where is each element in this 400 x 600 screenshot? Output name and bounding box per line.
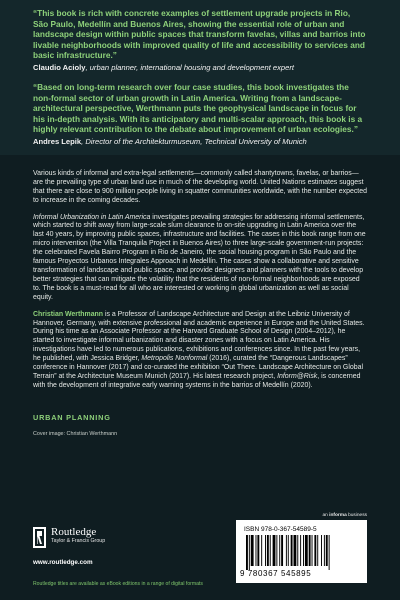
routledge-logo-icon (33, 527, 46, 548)
barcode-number: 9 780367 545895 (240, 569, 312, 578)
cover-credit: Cover image: Christian Werthmann (33, 430, 118, 437)
barcode-bar (294, 535, 297, 566)
author-bio-text: is a Professor of Landscape Architecture and Design at the Leibniz University of Hannover, Germany, with extensive professional and academic experience in Europe and the United States. During his time as an Associate Professor at the Harvard Graduate School of Design (2004–2012), he started to investigate informal urbanization and disaster zones with a focus on Latin America. His investigations have led to numerous publications, exhibitions and conferences since. In the past few years, he published, with Jessica Bridger, (33, 310, 365, 363)
barcode-bar (288, 535, 289, 566)
barcode-bar (312, 535, 313, 566)
publisher-logo (33, 526, 105, 548)
barcode-bar (309, 535, 311, 566)
author-bio-text: , is concerned with the development of integrative early warning systems in the barrios of Medellín (2020). (33, 372, 361, 389)
book-title-inline: Informal Urbanization in Latin America (33, 213, 151, 221)
barcode-bar (276, 535, 277, 566)
business-prefix: an (322, 513, 330, 518)
barcode-bar (246, 535, 248, 570)
barcode-bar (249, 535, 250, 570)
blurb-paragraph-1: Various kinds of informal and extra-legal settlements—commonly called shantytowns, favelas, or barrios—are the prevailing type of urban land use in much of the developing world. United Nations estimates suggest that there are close to 900 million people living in squatter communities worldwide, with the number expected to increase in the coming decades. (33, 169, 367, 204)
barcode-bar (300, 535, 301, 566)
publisher-website: www.routledge.com (33, 559, 93, 566)
barcode-bar (324, 535, 325, 566)
endorsement-attribution-2 (33, 137, 367, 147)
barcode-bar (286, 535, 287, 566)
informa-brand: informa (329, 513, 347, 518)
barcode-bar (314, 535, 316, 566)
barcode-bar (297, 535, 298, 566)
endorser-role: , urban planner, international housing and development expert (85, 62, 295, 72)
blurb (33, 170, 367, 391)
project-title: Inform@Risk (277, 372, 318, 380)
barcode-bar (256, 535, 257, 566)
barcode-bar (267, 535, 269, 566)
barcode (244, 535, 360, 570)
author-name: Christian Werthmann (33, 310, 104, 318)
barcode-bar (305, 535, 308, 566)
endorser-role: , Director of the Architekturmuseum, Technical University of Munich (81, 136, 307, 146)
barcode-bar (291, 535, 293, 566)
publisher-name: Routledge (51, 526, 97, 538)
barcode-bar (265, 535, 266, 566)
author-bio (33, 311, 367, 391)
publisher-group: Taylor & Francis Group (51, 538, 106, 544)
barcode-bar (281, 535, 283, 566)
barcode-bar (317, 535, 318, 566)
barcode-bar (321, 535, 322, 566)
isbn-label: ISBN 978-0-367-54589-5 (244, 526, 317, 533)
endorser-name: Andres Lepik (33, 136, 82, 146)
barcode-bar (251, 535, 254, 566)
endorsement-quote-1: “This book is rich with concrete examples of settlement upgrade projects in Rio, São Paulo, Medellín and Buenos Aires, showing the essential role of urban and landscape design within public spaces that transform favelas, villas and barrios into livable neighborhoods with improved quality of life and accessibility to services and basic infrastructure.” (33, 8, 366, 61)
endorsement-attribution-1 (33, 63, 367, 73)
endorsements-panel (0, 0, 400, 155)
barcode-bar (329, 535, 330, 570)
isbn-barcode-box (236, 520, 367, 583)
endorser-name: Claudio Acioly (33, 62, 86, 72)
ebook-note: Routledge titles are available as eBook editions in a range of digital formats (33, 581, 203, 587)
footer (33, 513, 367, 592)
informa-business-tag (322, 513, 367, 518)
barcode-bar (326, 535, 328, 566)
business-suffix: business (346, 513, 367, 518)
barcode-bar (257, 535, 259, 566)
barcode-bar (303, 535, 304, 566)
subject-category: URBAN PLANNING (33, 412, 111, 422)
barcode-bar (279, 535, 280, 566)
endorsement-quote-2: “Based on long-term research over four case studies, this book investigates the non-formal sector of urban growth in Latin America. Writing from a landscape-architectural perspective, Werthmann puts the geophysical landscape in focus for his in-depth analysis. With its anticipatory and multi-scalar approach, this book is a highly relevant contribution to the debate about improvement of urban ecologies.” (33, 81, 363, 135)
author-bio-text: (2016), curated the “Dangerous Landscapes” conference in Hannover (2017) and co-curated the exhibition “Out There. Landscape Architecture on Global Terrain” at the Architecture Museum Munich (2017). His latest research project, (33, 355, 363, 380)
barcode-bar (273, 535, 276, 566)
publication-title: Metropolis Nonformal (141, 355, 208, 363)
blurb-paragraph-2-text: investigates prevailing strategies for addressing informal settlements, which started to shift away from large-scale slum clearance to on-site upgrading in Latin America over the last 40 years, by improving public spaces, infrastructure and facilities. The cases in this book range from one micro intervention (the Villa Tranquila Project in Buenos Aires) to three large-scale government-run projects: the celebrated Favela Bairro Program in Rio de Janeiro, the social housing program in São Paulo and the famous Proyectos Urbanos Integrales Approach in Medellín. The cases show a collaborative and sensitive transformation of landscape and public space, and provide designers and planners with the tools to develop better strategies that can mitigate the volatility that the residents of non-formal neighborhoods are exposed to. The book is a must-read for all who are interested or working in global urbanization as well as social equity. (33, 213, 366, 301)
barcode-bar (270, 535, 271, 566)
barcode-bar (261, 535, 262, 566)
blurb-paragraph-2 (33, 214, 367, 303)
